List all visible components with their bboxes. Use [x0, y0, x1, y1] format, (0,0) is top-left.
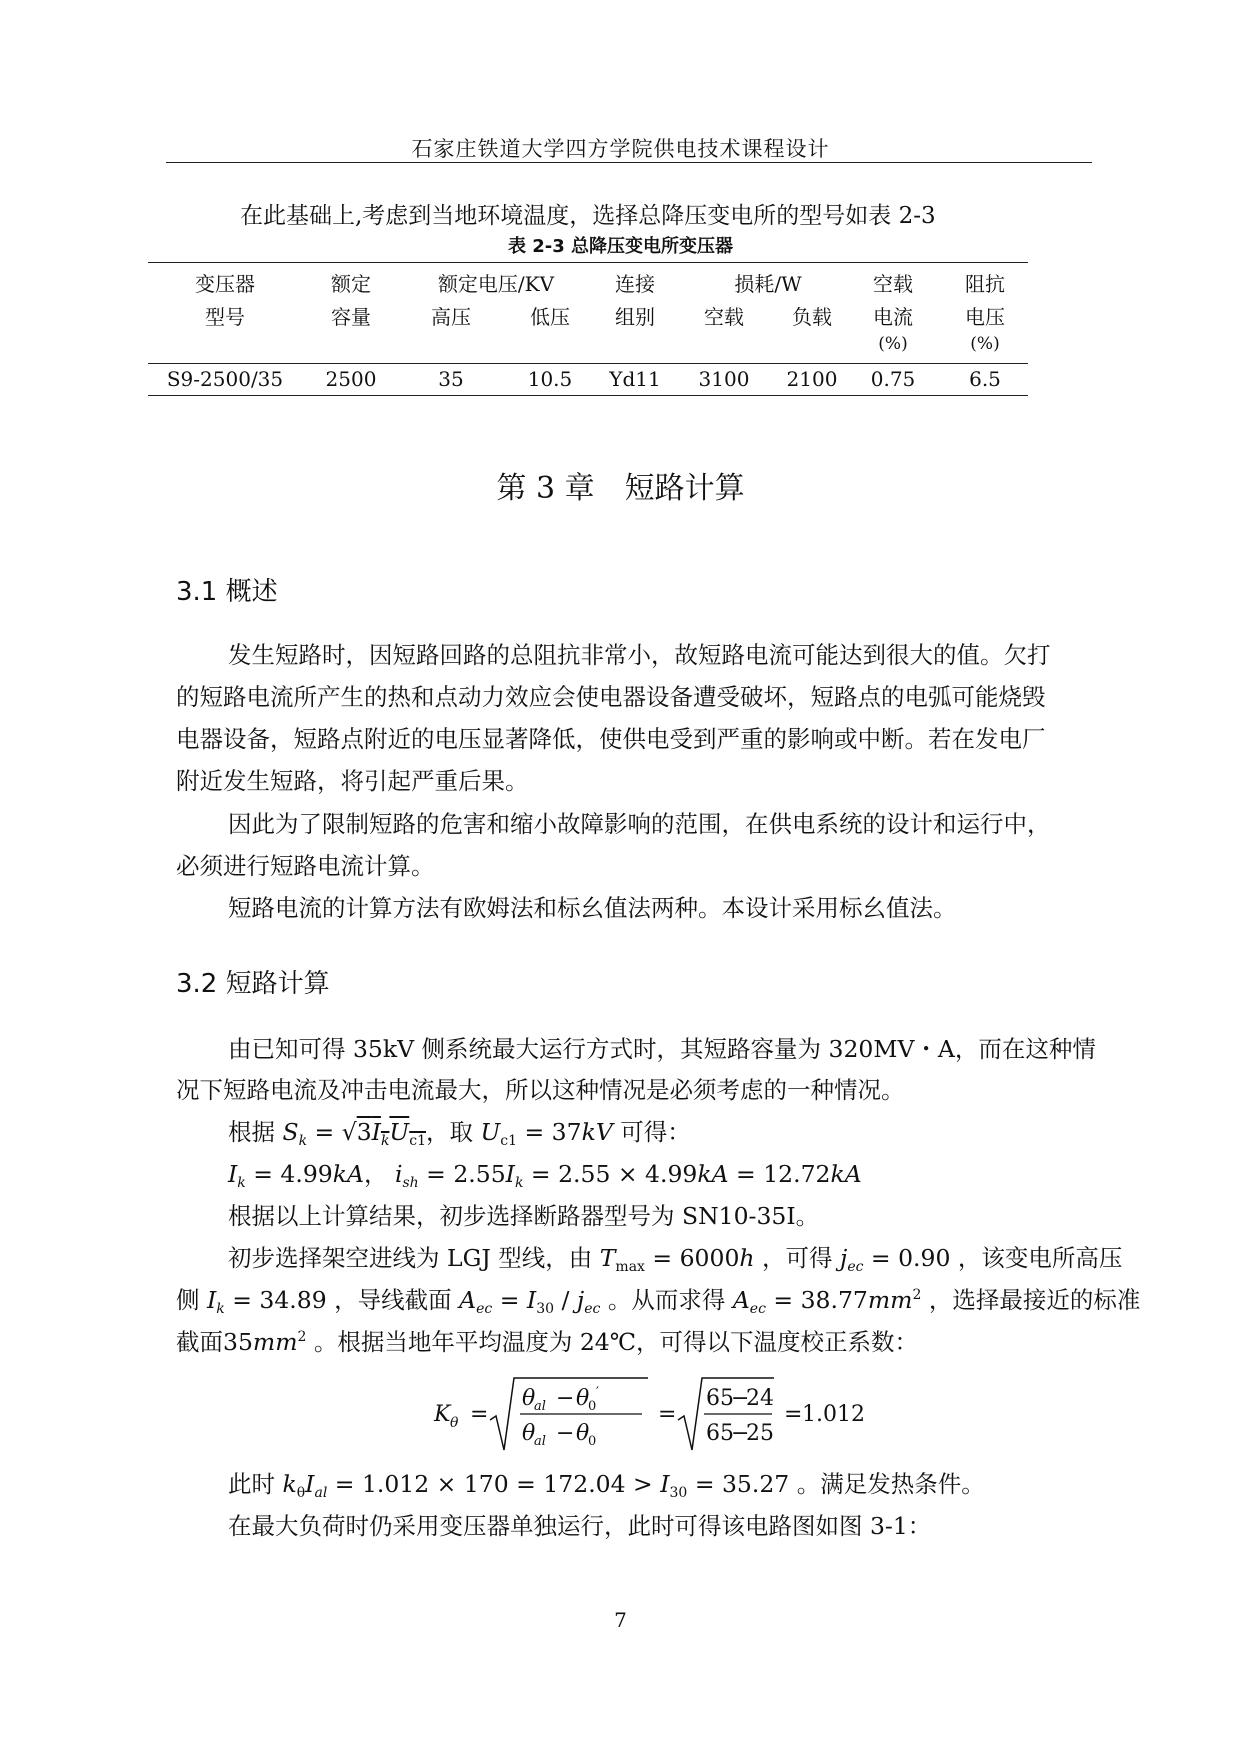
formula-line: 此时 $k_\theta I_{al} = 1.012 \times 170 = 172.04 > I_{30} = 35.27$ 。满足发热条件。 — [228, 1470, 985, 1501]
header-rule — [166, 162, 1092, 163]
table-cell: Yd11 — [609, 367, 661, 391]
table-cell: 6.5 — [969, 367, 1001, 391]
table-header-cell: 容量 — [331, 305, 371, 329]
svg-text:0: 0 — [588, 1434, 597, 1449]
formula-value: 34.89 — [259, 1286, 327, 1314]
formula-text: ，可得 — [762, 1244, 833, 1272]
svg-text:θ: θ — [522, 1386, 536, 1411]
table-header-cell: (%) — [878, 334, 908, 354]
table-header-cell: 损耗/W — [734, 272, 802, 296]
svg-text:−: − — [731, 1421, 750, 1446]
table-cell: 0.75 — [870, 367, 916, 391]
table-cell: 2500 — [325, 367, 377, 391]
table-header-cell: 连接 — [615, 272, 655, 296]
svg-text:θ: θ — [450, 1415, 459, 1431]
formula-text: ，取 — [425, 1118, 473, 1146]
paragraph-line: 电器设备，短路点附近的电压显著降低，使供电受到严重的影响或中断。若在发电厂 — [176, 725, 1046, 753]
formula-value: 12.72 — [763, 1160, 831, 1188]
formula-line: $I_k = 4.99kA$， $i_{sh} = 2.55I_k = 2.55 \times 4.99kA = 12.72kA$ — [228, 1160, 862, 1191]
table-header-cell: 负载 — [792, 305, 832, 329]
svg-text:θ: θ — [576, 1386, 590, 1411]
svg-text:0: 0 — [588, 1399, 597, 1414]
section-heading: 3.1 概述 — [176, 577, 278, 607]
formula-value: 1.012 × 170 — [361, 1470, 509, 1498]
formula-text: ，导线截面 — [334, 1286, 452, 1314]
formula-value: 0.90 — [898, 1244, 951, 1272]
paragraph-line: 况下短路电流及冲击电流最大，所以这种情况是必须考虑的一种情况。 — [176, 1076, 905, 1104]
formula-value: 35.27 — [721, 1470, 790, 1498]
table-caption: 表 2-3 总降压变电所变压器 — [507, 236, 734, 257]
page-number: 7 — [614, 1608, 627, 1632]
table-header-cell: 低压 — [530, 305, 570, 329]
paragraph-line: 短路电流的计算方法有欧姆法和标幺值法两种。本设计采用标幺值法。 — [228, 894, 957, 922]
paragraph-line: 发生短路时，因短路回路的总阻抗非常小，故短路电流可能达到很大的值。欠打 — [228, 641, 1051, 669]
table-header-cell: 额定电压/KV — [437, 272, 555, 296]
paragraph-line: 的短路电流所产生的热和点动力效应会使电器设备遭受破坏，短路点的电弧可能烧毁 — [176, 683, 1046, 711]
page-header: 石家庄铁道大学四方学院供电技术课程设计 — [411, 137, 830, 161]
svg-text:al: al — [534, 1399, 546, 1414]
formula-value: 172.04 — [543, 1470, 626, 1498]
table-header-cell: 空载 — [873, 272, 913, 296]
formula-n1: 65 — [706, 1386, 734, 1411]
formula-value: 35 — [223, 1328, 253, 1356]
formula-text: 。从而求得 — [607, 1286, 726, 1314]
formula-value: 6000 — [679, 1244, 740, 1272]
table-header-cell: 型号 — [205, 305, 245, 329]
table-mid-rule — [148, 363, 1028, 364]
paragraph-line: 附近发生短路，将引起严重后果。 — [176, 767, 529, 795]
svg-text:=: = — [470, 1402, 489, 1427]
svg-text:θ: θ — [522, 1421, 536, 1446]
formula-text: 。满足发热条件。 — [796, 1470, 985, 1498]
chapter-title: 第 3 章 短路计算 — [496, 471, 745, 506]
formula-text: 可得： — [620, 1118, 691, 1146]
formula-line: 初步选择架空进线为 LGJ 型线，由 $T_{max} = 6000h$ ，可得 $j_{ec} = 0.90$ ，该变电所高压 — [228, 1244, 1123, 1275]
table-header-cell: 高压 — [431, 305, 471, 329]
table-header-cell: 组别 — [615, 305, 655, 329]
formula-text: ，选择最接近的标准 — [928, 1286, 1141, 1314]
formula-line: 截面$35mm^2$ 。根据当地年平均温度为 24℃，可得以下温度校正系数： — [176, 1328, 919, 1356]
formula-text: 。根据当地年平均温度为 24℃，可得以下温度校正系数： — [313, 1328, 919, 1356]
formula-text: ，该变电所高压 — [957, 1244, 1123, 1272]
formula-value: 2.55 — [453, 1160, 506, 1188]
table-cell: 10.5 — [527, 367, 573, 391]
formula-value: 38.77 — [800, 1286, 868, 1314]
table-header-cell: (%) — [970, 334, 1000, 354]
paragraph-line: 因此为了限制短路的危害和缩小故障影响的范围，在供电系统的设计和运行中， — [228, 810, 1051, 838]
table-cell: 2100 — [786, 367, 838, 391]
svg-text:−: − — [731, 1386, 750, 1411]
formula-text: 根据 — [228, 1118, 275, 1146]
section-heading: 3.2 短路计算 — [176, 969, 330, 999]
formula-d1: 65 — [706, 1421, 734, 1446]
formula-value: 2.55 × 4.99 — [558, 1160, 698, 1188]
temperature-correction-formula — [430, 1372, 865, 1456]
svg-text:θ: θ — [576, 1421, 590, 1446]
formula-line: 根据 $S_k = √3I_kU_{c1}$，取 $U_{c1} = 37kV$ 可得： — [228, 1118, 691, 1149]
formula-d2: 25 — [746, 1421, 774, 1446]
table-header-cell: 电流 — [873, 305, 913, 329]
paragraph-line: 根据以上计算结果，初步选择断路器型号为 SN10-35I。 — [228, 1202, 820, 1230]
svg-text:=: = — [658, 1402, 677, 1427]
svg-text:al: al — [534, 1434, 546, 1449]
svg-text:−: − — [556, 1386, 575, 1411]
table-cell: 35 — [438, 367, 464, 391]
table-cell: S9-2500/35 — [166, 367, 284, 391]
table-header-cell: 额定 — [331, 272, 371, 296]
svg-text:=: = — [784, 1402, 803, 1427]
table-header-cell: 空载 — [704, 305, 744, 329]
table-header-cell: 变压器 — [195, 272, 255, 296]
paragraph-line: 在最大负荷时仍采用变压器单独运行，此时可得该电路图如图 3-1： — [228, 1512, 932, 1540]
table-top-rule — [148, 262, 1028, 263]
formula-result: 1.012 — [802, 1402, 865, 1427]
paragraph-line: 必须进行短路电流计算。 — [176, 852, 435, 880]
table-cell: 3100 — [698, 367, 750, 391]
formula-value: 4.99 — [280, 1160, 333, 1188]
formula-text: 此时 — [228, 1470, 275, 1498]
svg-text:−: − — [556, 1421, 575, 1446]
svg-text:′: ′ — [596, 1385, 599, 1400]
svg-text:K: K — [434, 1402, 451, 1427]
intro-text: 在此基础上,考虑到当地环境温度，选择总降压变电所的型号如表 2-3 — [240, 203, 936, 229]
table-header-cell: 电压 — [965, 305, 1005, 329]
formula-n2: 24 — [746, 1386, 774, 1411]
formula-text: 侧 — [176, 1286, 200, 1314]
formula-text: 截面 — [176, 1328, 223, 1356]
paragraph-line: 由已知可得 35kV 侧系统最大运行方式时，其短路容量为 320MV・A，而在这种情 — [228, 1035, 1096, 1063]
table-header-cell: 阻抗 — [965, 272, 1005, 296]
formula-line: 侧 $I_k = 34.89$ ，导线截面 $A_{ec} = I_{30} / j_{ec}$ 。从而求得 $A_{ec} = 38.77mm^2$ ，选择最接近的标准 — [176, 1286, 1141, 1317]
formula-text: 初步选择架空进线为 LGJ 型线，由 — [228, 1244, 593, 1272]
table-bottom-rule — [148, 395, 1028, 396]
